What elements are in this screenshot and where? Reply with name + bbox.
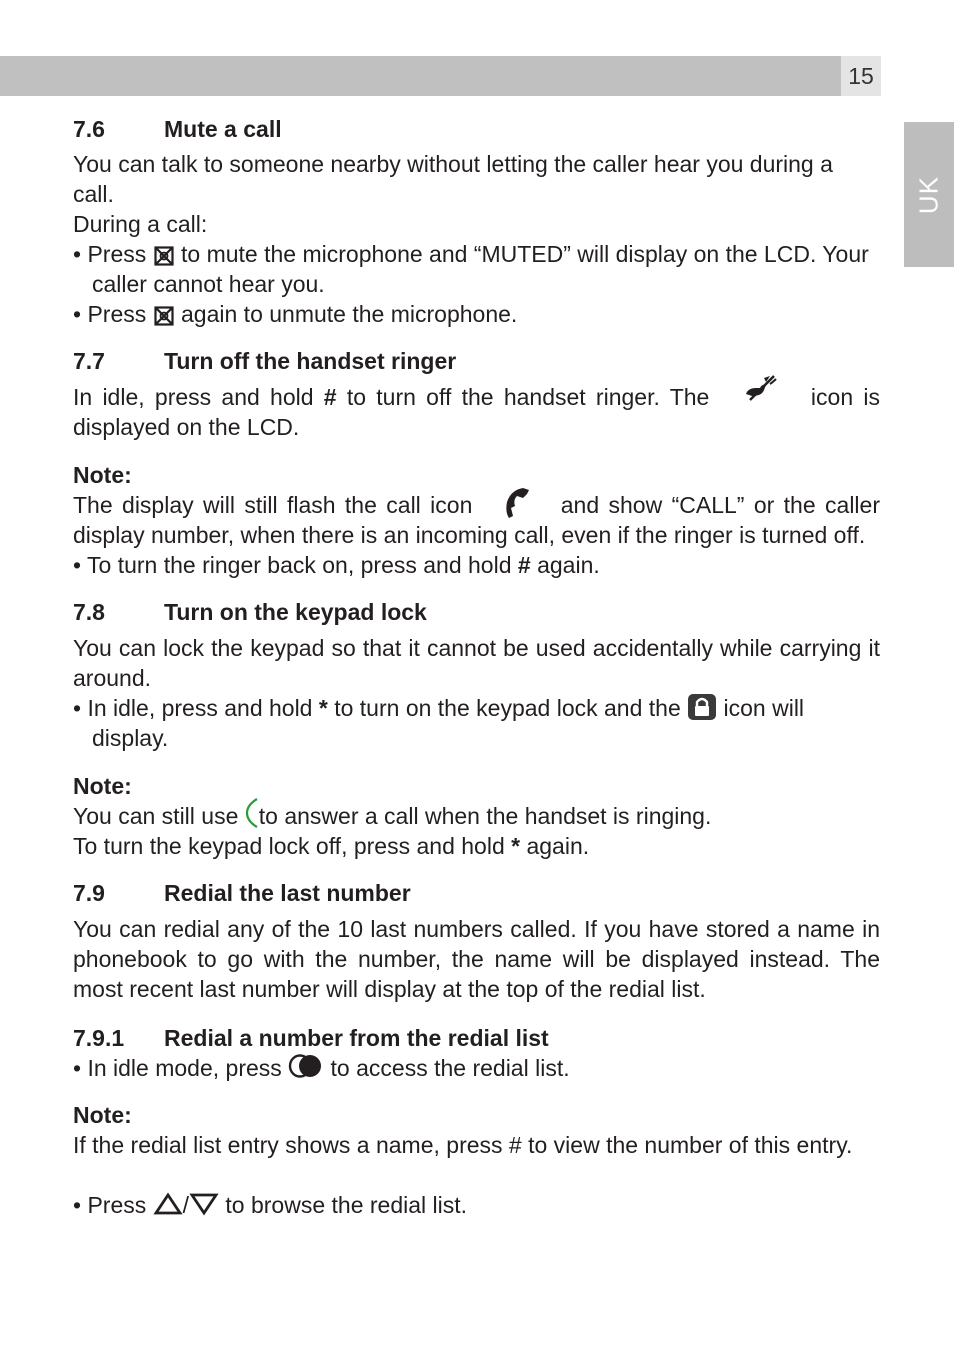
page-content xyxy=(73,114,880,1220)
paragraph: In idle, press and hold # to turn off the handset ringer. The icon is displayed on the LCD. xyxy=(73,382,880,442)
lock-icon xyxy=(687,693,717,721)
section-heading-7-9: 7.9 Redial the last number xyxy=(73,880,411,906)
language-tab-label: UK xyxy=(913,175,944,214)
paragraph: You can redial any of the 10 last numbers called. If you have stored a name in phonebook to go with the number, the name will be displayed instead. The most recent last number will display at the top of the redial list. xyxy=(73,916,880,1002)
call-icon xyxy=(501,486,533,520)
ringer-off-icon xyxy=(740,370,780,406)
talk-icon xyxy=(245,797,259,829)
paragraph: You can lock the keypad so that it cannot be used accidentally while carrying it around. xyxy=(73,635,880,691)
paragraph: You can talk to someone nearby without letting the caller hear you during a call. xyxy=(73,151,833,207)
note-label: Note: xyxy=(73,773,132,799)
down-arrow-icon xyxy=(189,1192,219,1216)
up-arrow-icon xyxy=(153,1192,183,1216)
header-bar xyxy=(0,56,881,96)
bullet-item: • In idle, press and hold * to turn on the keypad lock and the icon will display. xyxy=(73,693,880,753)
bullet-item: • To turn the ringer back on, press and hold # again. xyxy=(73,552,600,578)
note-label: Note: xyxy=(73,462,132,488)
page-number: 15 xyxy=(841,56,881,96)
bullet-item: • Press / to browse the redial list. xyxy=(73,1192,468,1218)
mute-icon xyxy=(153,305,175,327)
bullet-item: • Press to mute the microphone and “MUTED” will display on the LCD. Your caller cannot hear you. xyxy=(73,241,869,297)
section-heading-7-6: 7.6 Mute a call xyxy=(73,116,282,142)
paragraph: During a call: xyxy=(73,211,208,237)
mute-icon xyxy=(153,245,175,267)
note-label: Note: xyxy=(73,1102,132,1128)
bullet-item: • Press again to unmute the microphone. xyxy=(73,301,518,327)
note-text: If the redial list entry shows a name, press # to view the number of this entry. xyxy=(73,1132,853,1158)
note-text: The display will still flash the call icon and show “CALL” or the caller display number, when there is an incoming call, even if the ringer is turned off. xyxy=(73,490,880,550)
section-heading-7-9-1: 7.9.1 Redial a number from the redial list xyxy=(73,1025,549,1051)
note-text: To turn the keypad lock off, press and hold * again. xyxy=(73,833,590,859)
redial-icon xyxy=(288,1053,324,1079)
section-heading-7-8: 7.8 Turn on the keypad lock xyxy=(73,599,427,625)
note-text: You can still use to answer a call when the handset is ringing. xyxy=(73,801,880,831)
language-tab xyxy=(904,122,954,267)
section-heading-7-7: 7.7 Turn off the handset ringer xyxy=(73,348,457,374)
bullet-item: • In idle mode, press to access the redial list. xyxy=(73,1053,880,1083)
